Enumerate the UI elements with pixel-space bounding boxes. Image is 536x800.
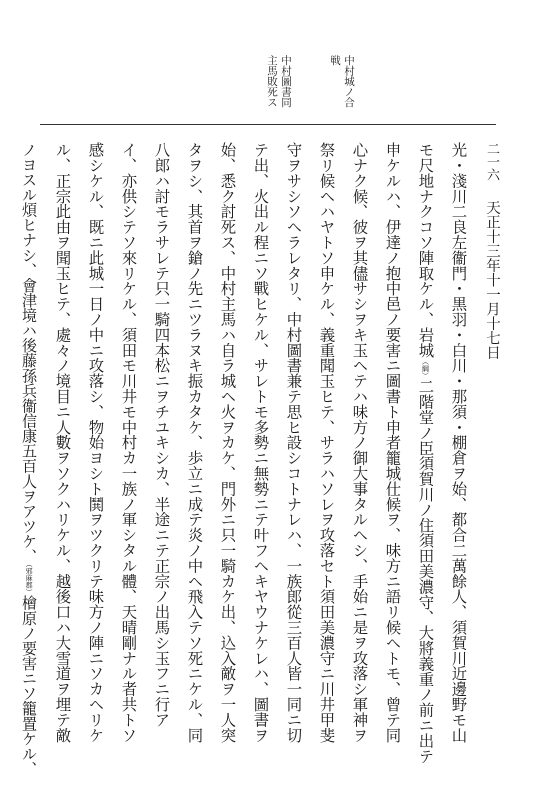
page-number: 二一六 (484, 142, 499, 181)
text-run: 八郎ハ討モラサレテ只一騎四本松ニヲチユキシカ、半途ニテ正宗ノ出馬シ玉フニ行ア (152, 142, 171, 728)
text-column (383, 142, 402, 743)
side-note-defeat (262, 55, 302, 123)
side-note-line: 中村圖書同 (280, 55, 292, 108)
annotation: （綱） (421, 357, 430, 379)
text-column (152, 142, 171, 728)
text-run: モ尺地ナクコソ陣取ケル、岩城 (416, 142, 435, 358)
text-column (416, 142, 435, 764)
text-run: 祭リ候ヘハヤトソ申ケル、義重聞玉ヒテ、サラハソレヲ攻落セト須田美濃守ニ川井甲斐 (317, 142, 336, 743)
chapter-date: 天正十三年十一月十七日 (484, 200, 500, 360)
side-note-line: 中村城ノ合 (343, 55, 355, 108)
text-run: 檜原ノ要害ニソ籠置ケル、 (20, 595, 39, 777)
text-run: 二階堂ノ臣須賀川ノ住須田美濃守、大將義重ノ前ニ出テ (416, 378, 435, 764)
text-run: 始、悉ク討死ス、中村主馬ハ自ラ城ヘ火ヲカケ、門外ニ只一騎カケ出、込入敵ヲ一人突 (218, 142, 237, 743)
text-column (119, 142, 138, 743)
text-column (449, 142, 468, 743)
side-note-line: 主馬敗死ス (266, 55, 278, 108)
text-column (218, 142, 237, 743)
text-column (185, 142, 204, 743)
text-column (317, 142, 336, 743)
text-run: 守ヲサシソヘラレタリ、中村圖書兼テ思ヒ設シコトナレハ、一族郎從三百人皆一同ニ切 (284, 142, 303, 743)
text-column (53, 142, 72, 743)
text-column (20, 142, 39, 777)
text-run: 心ナク候、彼ヲ其儘サシヲキ玉ヘテハ味方ノ御大事タルヘシ、手始ニ是ヲ攻落シ軍神ヲ (350, 142, 369, 743)
text-run: ル、正宗此由ヲ聞玉ヒテ、處々ノ境目ニ人數ヲソクハリケル、越後口ハ大雪道ヲ埋テ敵 (53, 142, 72, 743)
side-note-line: 戦 (329, 55, 341, 66)
text-run: ノヨスル煩ヒナシ、會津境ハ後藤孫兵衞信康五百人ヲアツケ、 (20, 142, 39, 564)
annotation: （邪麻郡） (25, 563, 34, 596)
text-column (86, 142, 105, 743)
header-rule (40, 124, 496, 125)
text-run: イ、亦供シテソ來リケル、須田モ川井モ中村カ一族ノ軍シタル體、天晴剛ナル者共トソ (119, 142, 138, 743)
text-column (350, 142, 369, 743)
text-column (284, 142, 303, 743)
text-run: 申ケルハ、伊達ノ抱中邑ノ要害ニ圖書ト申者籠城仕候ヲ、味方ニ語リ候ヘトモ、曾テ同 (383, 142, 402, 743)
text-run: 光・淺川二良左衞門・黒羽・白川・那須・棚倉ヲ始、都合二萬餘人、須賀川近邊野モ山 (449, 142, 468, 743)
text-run: 感シケル、既ニ此城一日ノ中ニ攻落シ、物始ヨシト鬨ヲツクリテ味方ノ陣ニソカヘリケ (86, 142, 105, 743)
text-run: テ出、火出ル程ニソ戰ヒケル、サレトモ多勢ニ無勢ニテ叶フヘキヤウナケレハ、圖書ヲ (251, 142, 270, 743)
side-note-battle (325, 55, 365, 123)
text-column (251, 142, 270, 743)
text-run: タヲシ、其首ヲ鎗ノ先ニツラヌキ振カタケ、歩立ニ成テ炎ノ中ヘ飛入テソ死ニケル、同 (185, 142, 204, 743)
